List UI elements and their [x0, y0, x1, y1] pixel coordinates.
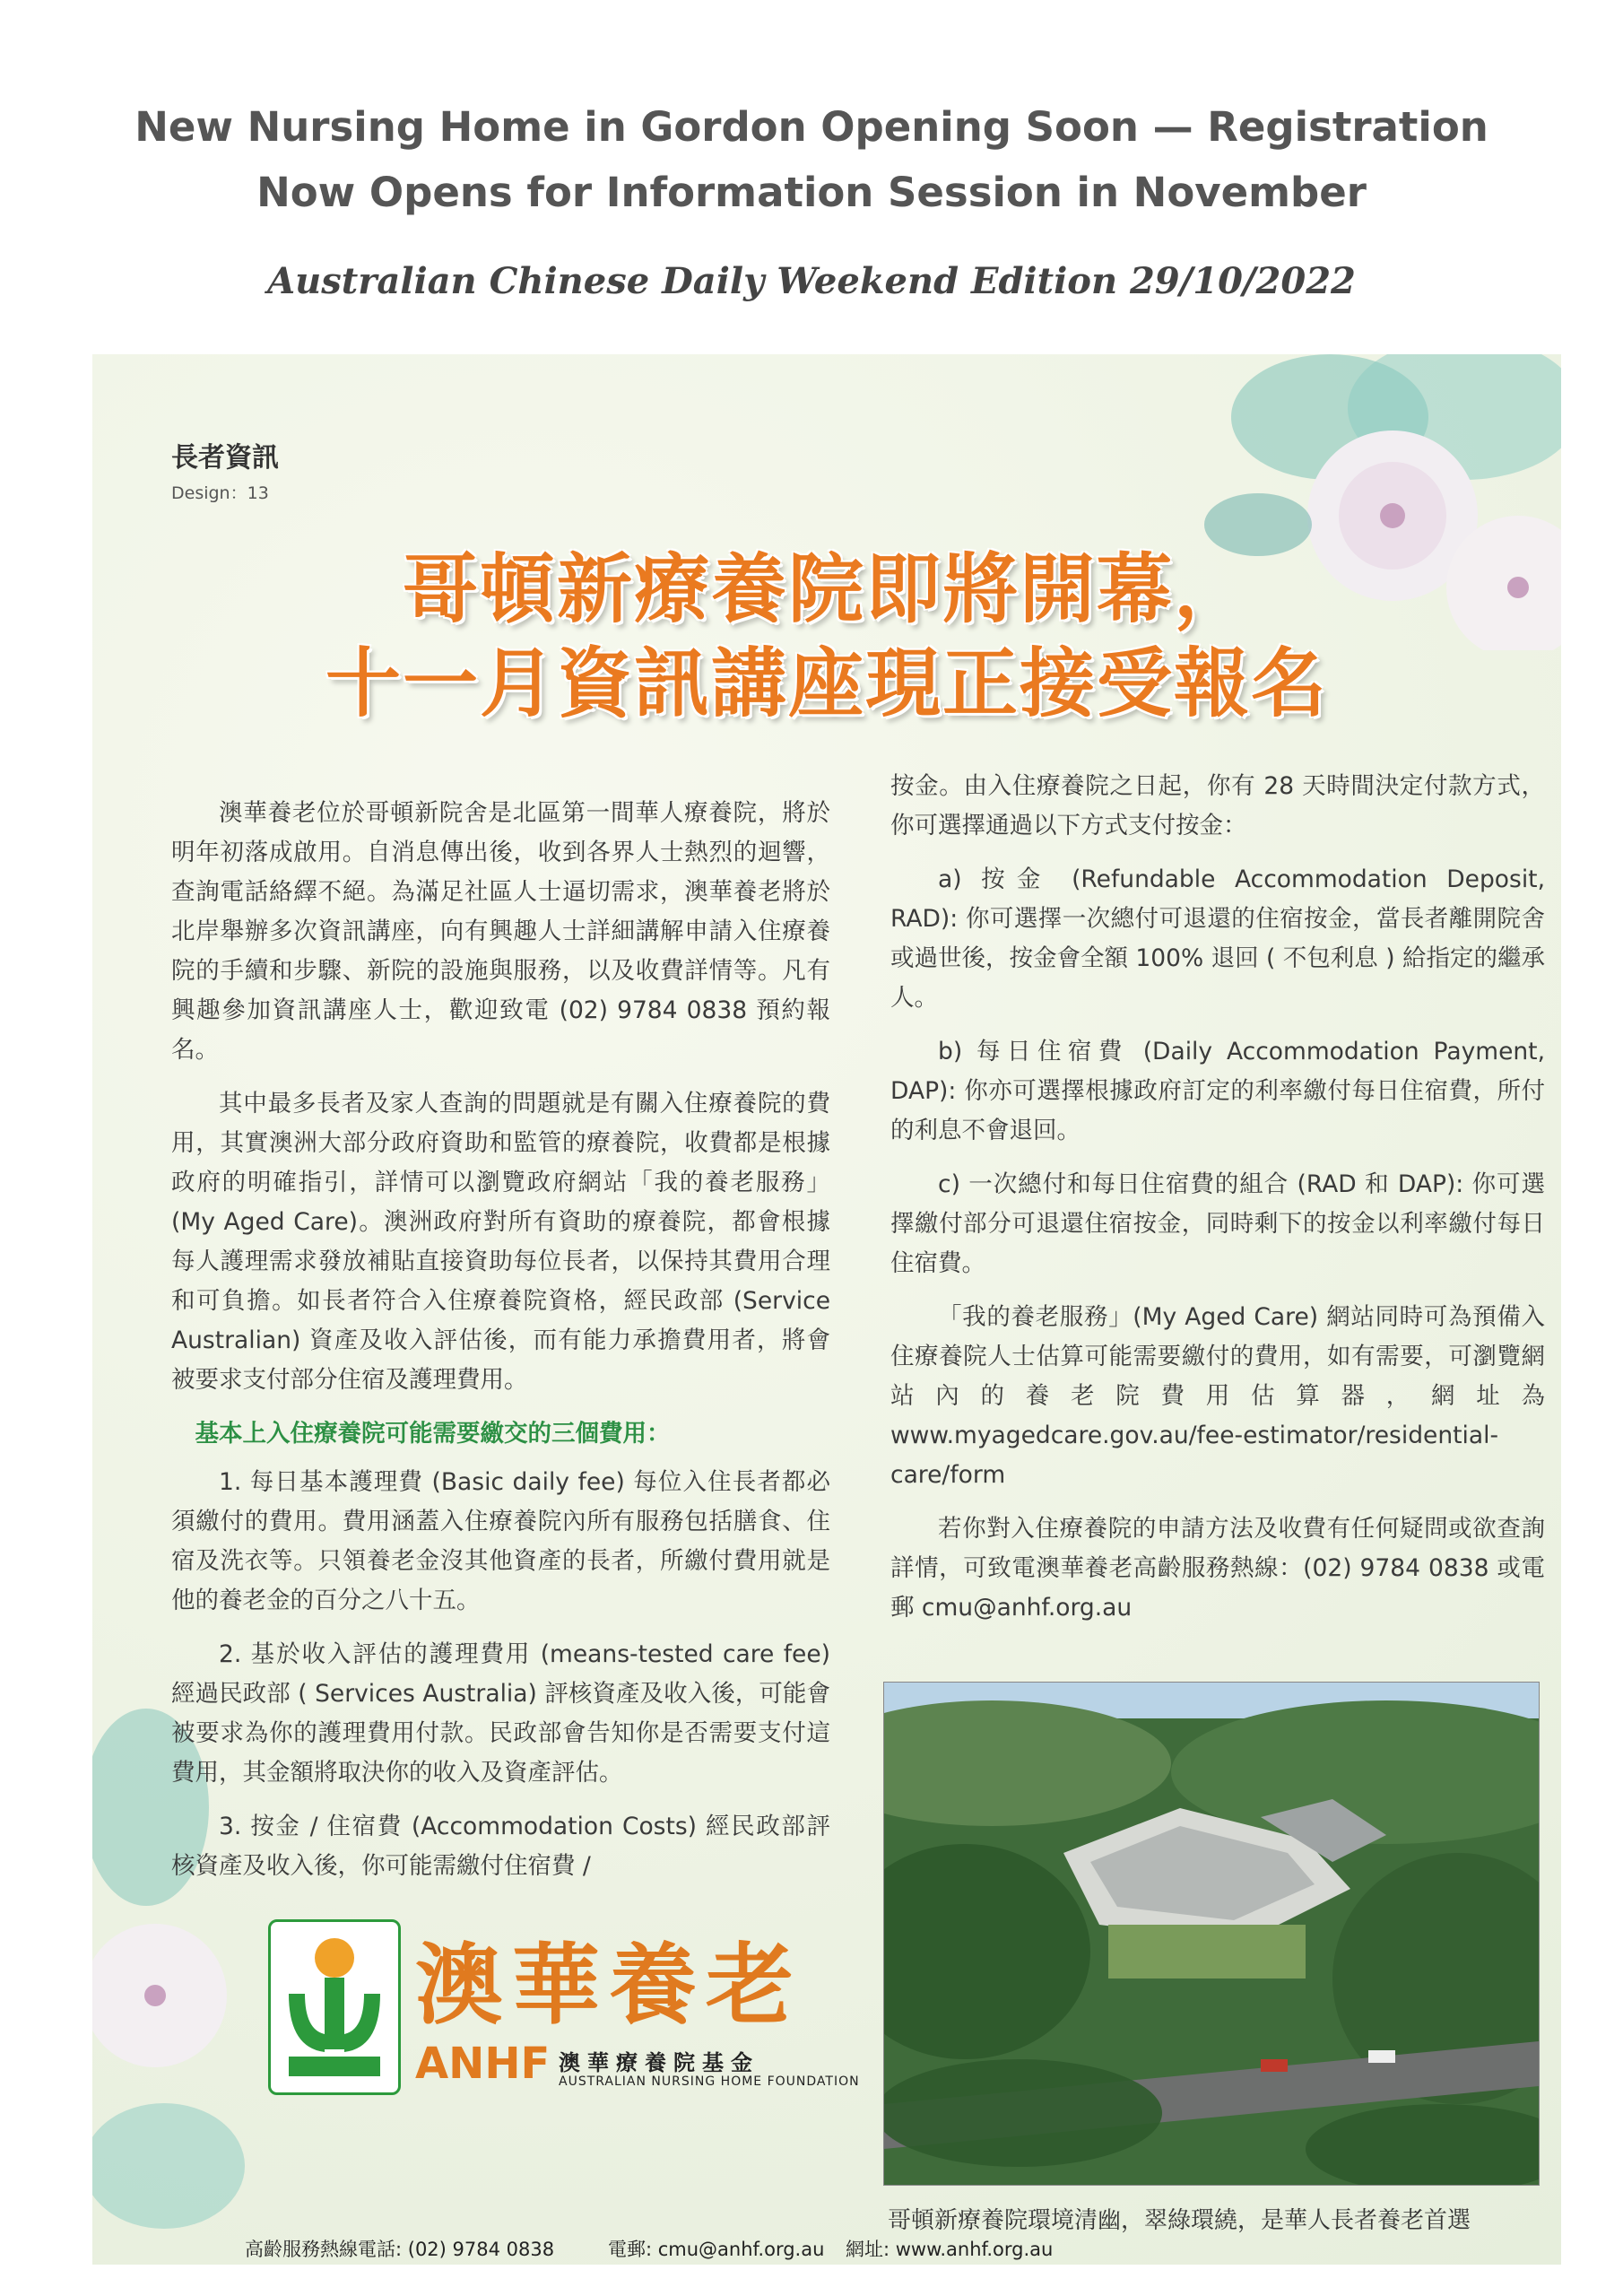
headline-line2: 十一月資訊講座現正接受報名 — [325, 639, 1328, 727]
right-column — [890, 767, 1545, 1642]
fee-item: 1. 每日基本護理費 (Basic daily fee) 每位入住長者都必須繳付的費用。費用涵蓋入住療養院內所有服務包括膳食、住宿及洗衣等。只領養老金沒其他資產的長者，所繳付費用就是他的養老金的百分之八十五。 — [171, 1468, 830, 1614]
anhf-logo-icon — [268, 1919, 401, 2095]
english-title-line2: Now Opens for Information Session in November — [256, 169, 1367, 216]
footer-email: 電郵: cmu@anhf.org.au — [608, 2239, 825, 2260]
design-label: Design：13 — [171, 483, 269, 503]
paragraph: 若你對入住療養院的申請方法及收費有任何疑問或欲查詢詳情，可致電澳華養老高齡服務熱線：(02) 9784 0838 或電郵 cmu@anhf.org.au — [890, 1515, 1545, 1622]
logo-foundation-english: AUSTRALIAN NURSING HOME FOUNDATION — [559, 2074, 860, 2089]
nursing-home-aerial-photo — [883, 1682, 1540, 2186]
fee-item: 2. 基於收入評估的護理費用 (means-tested care fee) 經過民政部 ( Services Australia) 評核資產及收入後，可能會被要求為你的護理費用付款。民政部會告知你是否需要支付這費用，其金額將取決你的收入及資產評估。 — [171, 1640, 830, 1787]
paragraph: 「我的養老服務」(My Aged Care) 網站同時可為預備入住療養院人士估算可能需要繳付的費用，如有需要，可瀏覽網站內的養老院費用估算器，網址為 www.myagedcare.gov.au/fee-estimator/residential-care/form — [890, 1303, 1545, 1489]
headline-line1: 哥頓新療養院即將開幕， — [402, 545, 1251, 633]
newspaper-clipping — [92, 354, 1561, 2265]
payment-option: a) 按金 (Refundable Accommodation Deposit, RAD): 你可選擇一次總付可退還的住宿按金，當長者離開院舍或過世後，按金會全額 100% 退回 ( 不包利息 ) 給指定的繼承人。 — [890, 865, 1545, 1012]
logo-english-name: ANHF — [415, 2039, 551, 2089]
paragraph: 按金。由入住療養院之日起，你有 28 天時間決定付款方式，你可選擇通過以下方式支付按金： — [890, 772, 1545, 839]
footer-hotline: 高齡服務熱線電話: (02) 9784 0838 — [245, 2239, 555, 2260]
payment-option: b) 每日住宿費 (Daily Accommodation Payment, DAP): 你亦可選擇根據政府訂定的利率繳付每日住宿費，所付的利息不會退回。 — [890, 1038, 1545, 1144]
section-tag: 長者資訊 — [171, 442, 279, 474]
logo-chinese-name: 澳華養老 — [415, 1935, 803, 2037]
photo-caption: 哥頓新療養院環境清幽，翠綠環繞，是華人長者養老首選 — [888, 2207, 1471, 2234]
footer-website: 網址: www.anhf.org.au — [846, 2239, 1054, 2260]
paragraph: 澳華養老位於哥頓新院舍是北區第一間華人療養院，將於明年初落成啟用。自消息傳出後，收到各界人士熱烈的迴響，查詢電話絡繹不絕。為滿足社區人士逼切需求，澳華養老將於北岸舉辦多次資訊講座，向有興趣人士詳細講解申請入住療養院的手續和步驟、新院的設施與服務，以及收費詳情等。凡有興趣參加資訊講座人士，歡迎致電 (02) 9784 0838 預約報名。 — [171, 799, 830, 1064]
fee-item: 3. 按金 / 住宿費 (Accommodation Costs) 經民政部評核資產及收入後，你可能需繳付住宿費 / — [171, 1813, 830, 1880]
english-title-line1: New Nursing Home in Gordon Opening Soon — Registration — [135, 103, 1488, 151]
fees-subheading: 基本上入住療養院可能需要繳交的三個費用： — [195, 1420, 671, 1448]
paragraph: 其中最多長者及家人查詢的問題就是有關入住療養院的費用，其實澳洲大部分政府資助和監管的療養院，收費都是根據政府的明確指引，詳情可以瀏覽政府網站「我的養老服務」(My Aged Care)。澳洲政府對所有資助的療養院，都會根據每人護理需求發放補貼直接資助每位長者，以保持其費用合理和可負擔。如長者符合入住療養院資格，經民政部 (Service Australian) 資產及收入評估後，而有能力承擔費用者，將會被要求支付部分住宿及護理費用。 — [171, 1090, 830, 1394]
logo-foundation-chinese: 澳華療養院基金 — [559, 2050, 759, 2075]
payment-option: c) 一次總付和每日住宿費的組合 (RAD 和 DAP): 你可選擇繳付部分可退還住宿按金，同時剩下的按金以利率繳付每日住宿費。 — [890, 1170, 1545, 1277]
left-column — [171, 794, 830, 1900]
source-line: Australian Chinese Daily Weekend Edition 29/10/2022 — [267, 260, 1356, 302]
english-title — [81, 94, 1542, 225]
